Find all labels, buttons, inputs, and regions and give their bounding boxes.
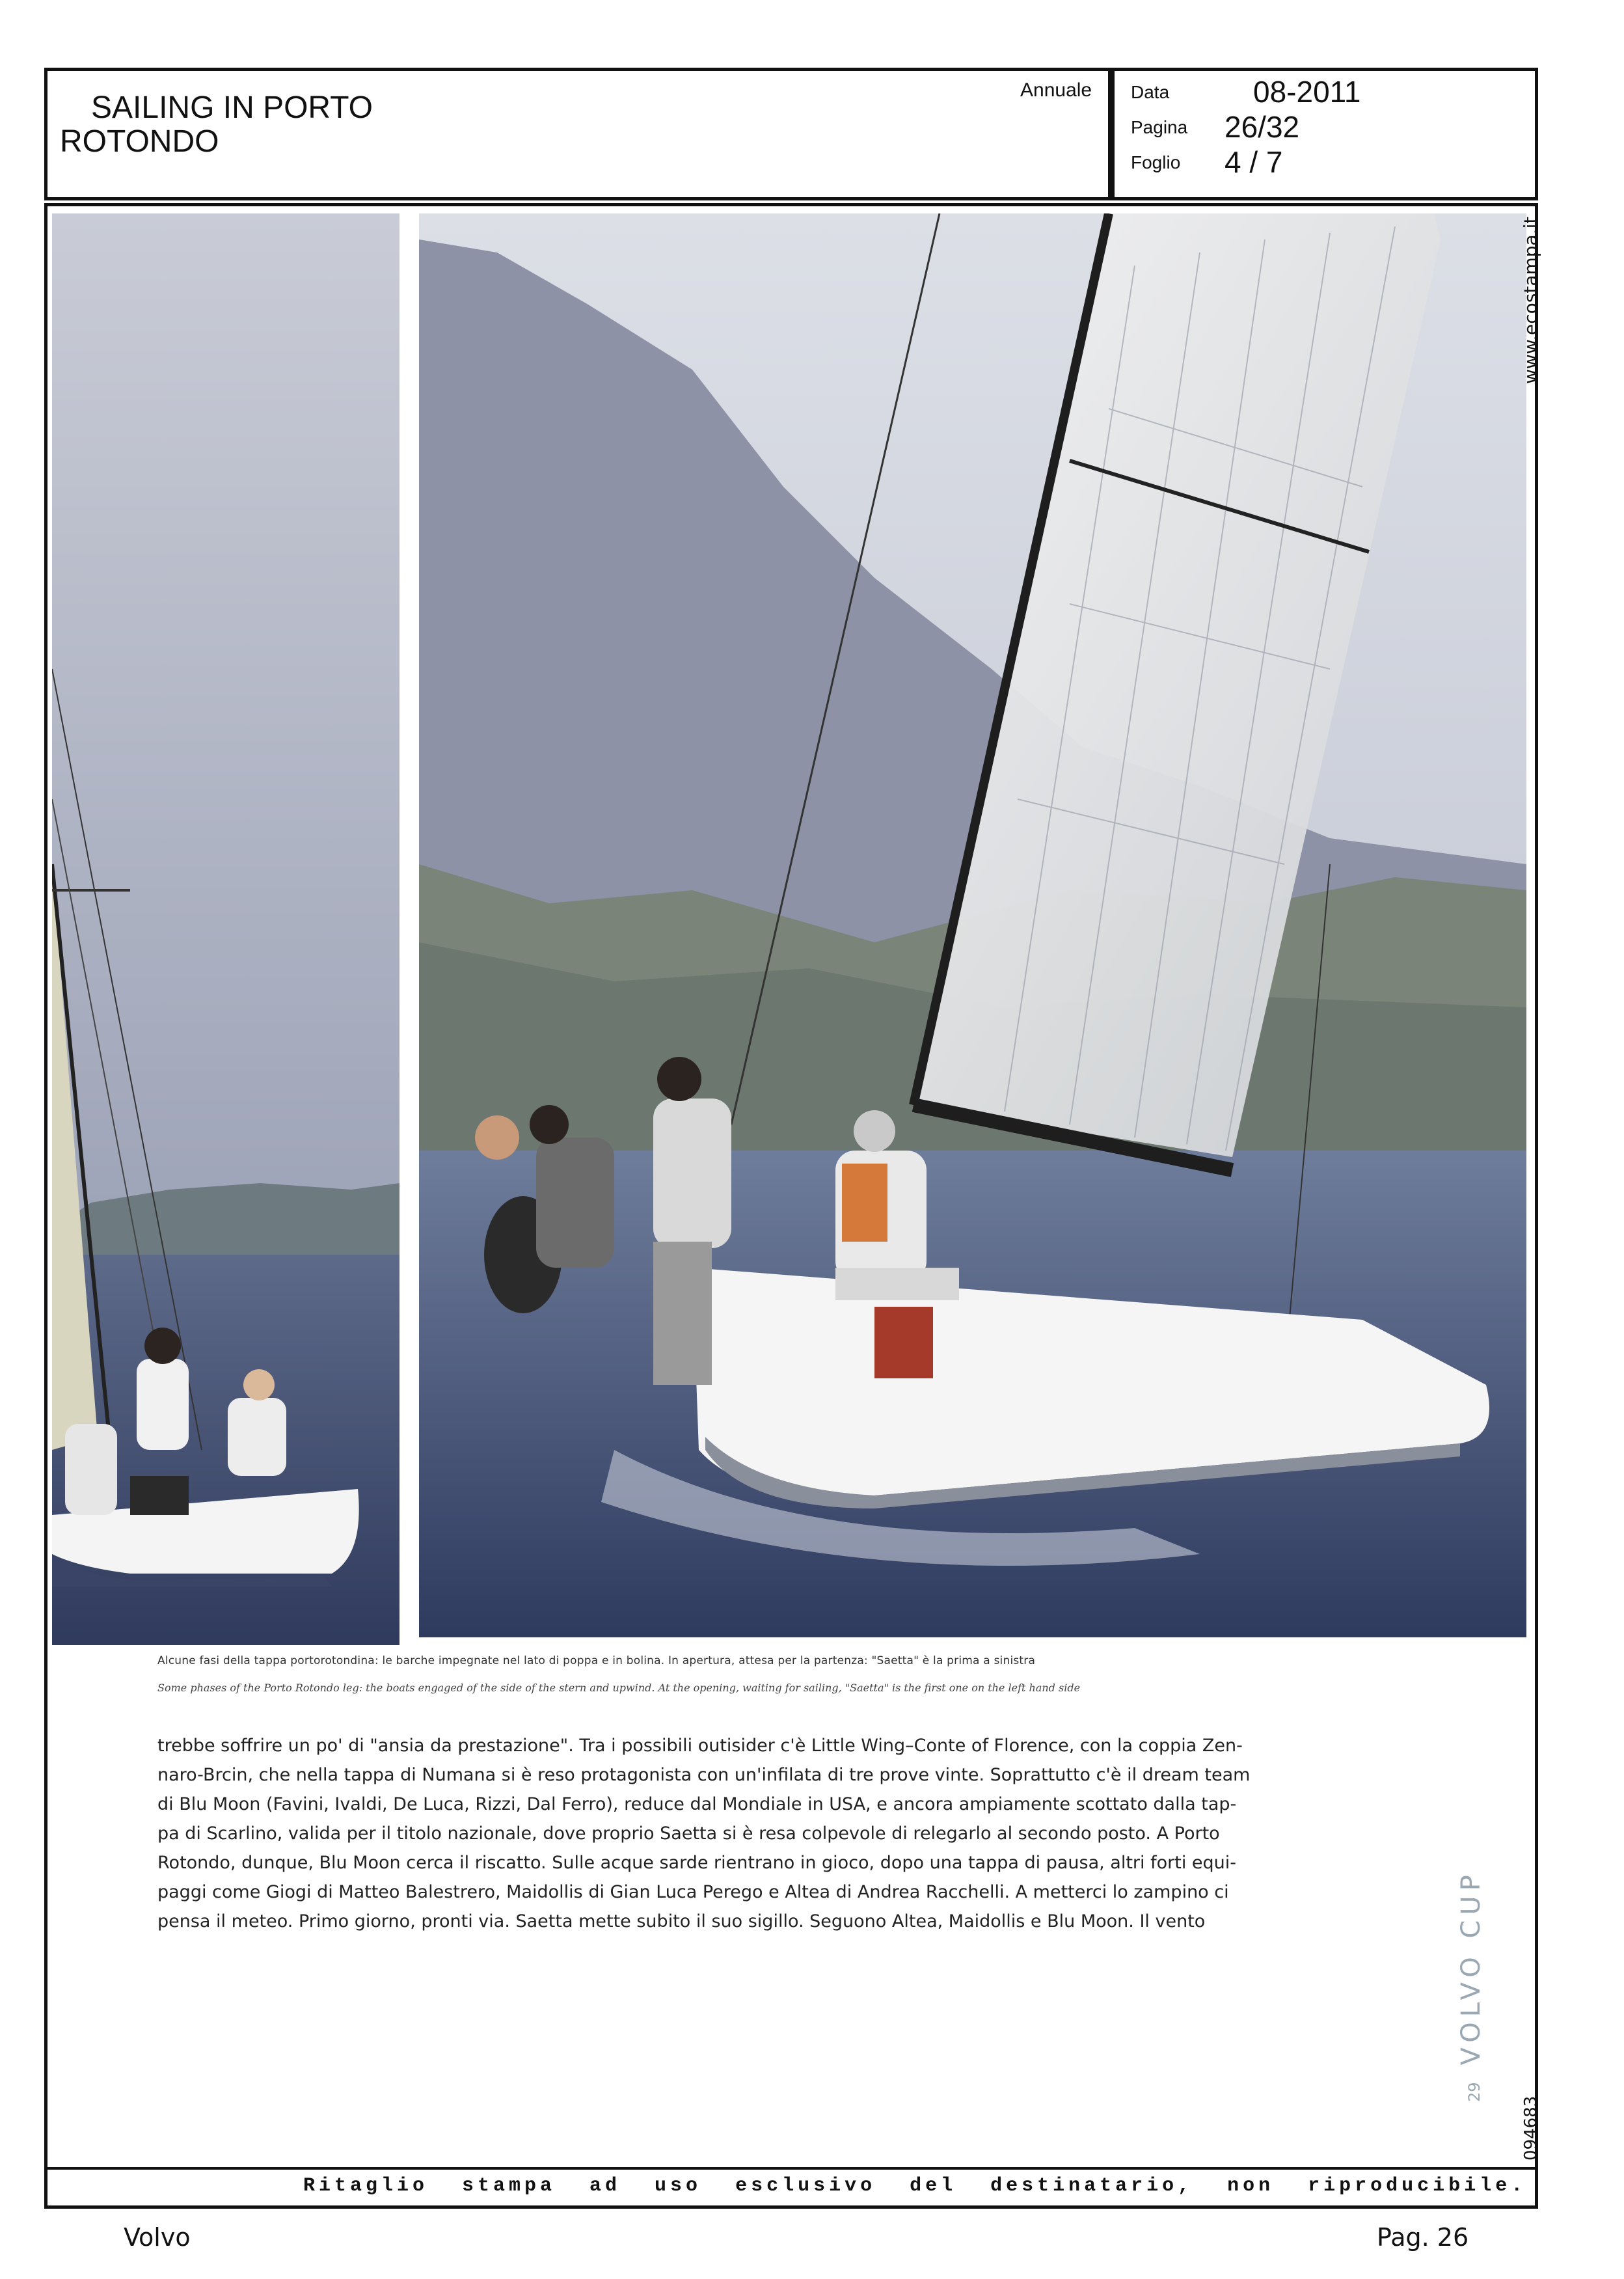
frequency-label: Annuale: [1020, 79, 1092, 101]
article-body: [157, 1731, 1303, 1936]
source-label: Volvo: [124, 2223, 191, 2252]
photo-caption-english: Some phases of the Porto Rotondo leg: the boats engaged of the side of the stern and upwind. At the opening, waiting for sailing, "Saetta" is the first one on the left hand side: [157, 1682, 1081, 1694]
body-line: Rotondo, dunque, Blu Moon cerca il riscatto. Sulle acque sarde rientrano in gioco, dopo una tappa di pausa, altri forti equi-: [157, 1853, 1237, 1873]
section-page-number: 29: [1465, 2082, 1483, 2102]
publication-title-line1: SAILING IN PORTO: [91, 90, 373, 125]
sailboat-heeling-photo: [419, 213, 1526, 1637]
pagina-value: 26/32: [1225, 110, 1300, 144]
sailboat-crew-photo: [52, 213, 399, 1645]
section-name: VOLVO CUP: [1456, 1870, 1486, 2066]
body-line: pa di Scarlino, valida per il titolo nazionale, dove proprio Saetta si è resa colpevole di relegarlo al secondo posto. A Porto: [157, 1823, 1220, 1844]
section-label: [1456, 1870, 1486, 2102]
body-line: trebbe soffrire un po' di "ansia da prestazione". Tra i possibili outisider c'è Little Wing–Conte of Florence, con la coppia Zen-: [157, 1736, 1243, 1756]
foglio-value: 4 / 7: [1225, 145, 1283, 179]
body-line: paggi come Giogi di Matteo Balestrero, Maidollis di Gian Luca Perego e Altea di Andrea Racchelli. A metterci lo zampino ci: [157, 1882, 1229, 1902]
reproduction-notice: Ritaglio stampa ad uso esclusivo del destinatario, non riproducibile.: [303, 2175, 1527, 2197]
footer-divider: [44, 2167, 1538, 2170]
page-label: Pag. 26: [1377, 2223, 1469, 2252]
website-label: www.ecostampa.it: [1520, 216, 1541, 384]
body-line: di Blu Moon (Favini, Ivaldi, De Luca, Rizzi, Dal Ferro), reduce dal Mondiale in USA, e ancora ampiamente scottato dalla tap-: [157, 1794, 1237, 1814]
data-label: Data: [1131, 82, 1170, 102]
body-line: pensa il meteo. Primo giorno, pronti via. Saetta mette subito il suo sigillo. Seguono Altea, Maidollis e Blu Moon. Il vento: [157, 1911, 1206, 1931]
data-value: 08-2011: [1253, 75, 1361, 109]
foglio-label: Foglio: [1131, 152, 1181, 172]
photo-caption-italian: Alcune fasi della tappa portorotondina: le barche impegnate nel lato di poppa e in bolina. In apertura, attesa per la partenza: "Saetta" è la prima a sinistra: [157, 1654, 1036, 1667]
archive-code: 094683: [1521, 2095, 1541, 2161]
publication-title-line2: ROTONDO: [60, 124, 219, 159]
body-line: naro-Brcin, che nella tappa di Numana si è reso protagonista con un'infilata di tre prove vinte. Soprattutto c'è il dream team: [157, 1765, 1251, 1785]
pagina-label: Pagina: [1131, 117, 1188, 137]
